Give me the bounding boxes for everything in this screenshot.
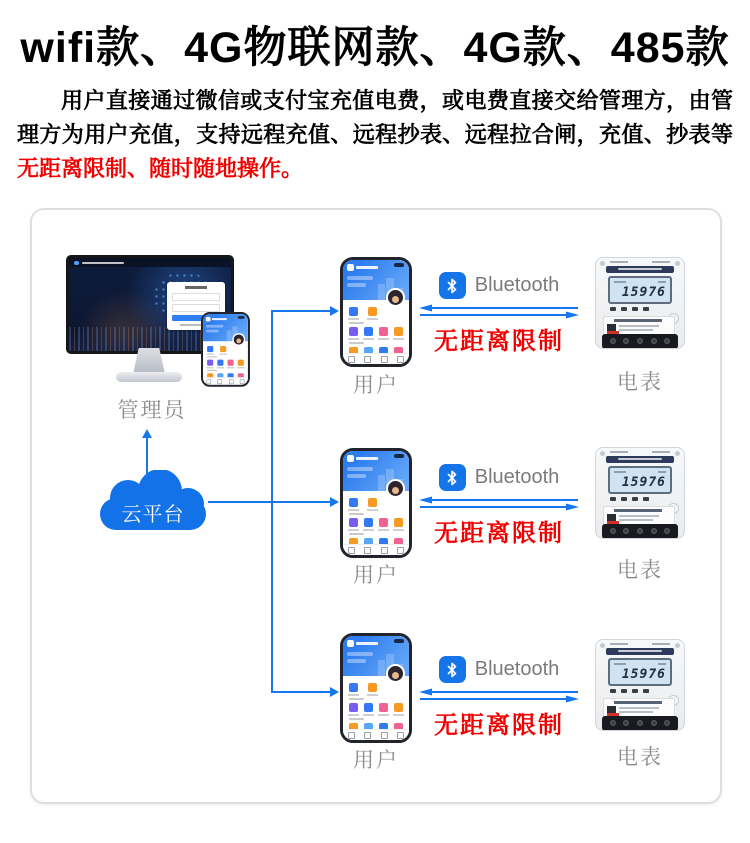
- intro-highlight: 无距离限制、随时随地操作。: [17, 156, 304, 181]
- bluetooth-label: Bluetooth: [474, 466, 560, 488]
- cloud-label: 云平台: [121, 504, 185, 526]
- user-avatar-icon: [347, 640, 354, 647]
- intro-text: 用户直接通过微信或支付宝充值电费，或电费直接交给管理方，由管理方为用户充值，支持远程充值、远程抄表、远程拉合闸，充值、抄表等: [17, 88, 733, 147]
- login-username-field: [172, 293, 220, 301]
- bluetooth-label: Bluetooth: [474, 274, 560, 296]
- user-phone: [340, 257, 412, 367]
- camera-cutout: [238, 316, 245, 319]
- bluetooth-icon: [439, 464, 466, 491]
- app-icon-grid: [343, 518, 409, 527]
- meter-label: 电表: [617, 746, 663, 769]
- cloud-platform: [94, 470, 212, 536]
- app-icon: [349, 683, 358, 692]
- dashboard-titlebar: [69, 258, 231, 267]
- bluetooth-link: [418, 272, 580, 356]
- app-icon: [368, 683, 377, 692]
- meter-buttons: [610, 689, 649, 693]
- no-distance-limit-label: 无距离限制: [434, 520, 564, 547]
- admin-label: 管理员: [117, 399, 187, 422]
- meter-reading: 15976: [621, 475, 666, 490]
- tab-bar: [343, 544, 409, 555]
- terminal-block: [602, 334, 678, 348]
- bluetooth-icon: [439, 272, 466, 299]
- no-distance-limit-label: 无距离限制: [434, 328, 564, 355]
- screw-icon: [600, 451, 605, 456]
- meter-label: 电表: [617, 559, 663, 582]
- app-icon-grid: [343, 703, 409, 712]
- avatar: [386, 664, 405, 683]
- connector-line: [271, 691, 331, 693]
- screw-icon: [675, 643, 680, 648]
- connector-line: [146, 437, 148, 477]
- arrow-right-icon: [330, 687, 339, 697]
- camera-cutout: [394, 454, 404, 458]
- connector-line: [208, 501, 330, 503]
- user-phone: [340, 633, 412, 743]
- meter-nameplate: [606, 266, 674, 273]
- arrow-right-icon: [330, 306, 339, 316]
- no-distance-limit-label: 无距离限制: [434, 712, 564, 739]
- app-icon: [349, 307, 358, 316]
- app-header: [343, 451, 409, 491]
- login-title-bar: [185, 286, 207, 289]
- meter-nameplate: [606, 456, 674, 463]
- admin-phone: [201, 312, 251, 388]
- bluetooth-label: Bluetooth: [474, 658, 560, 680]
- avatar: [386, 479, 405, 498]
- user-label: 用户: [353, 374, 399, 397]
- user-avatar-icon: [347, 455, 354, 462]
- camera-cutout: [394, 263, 404, 267]
- double-arrow-icon: [418, 304, 580, 320]
- user-avatar-icon: [347, 264, 354, 271]
- screw-icon: [675, 451, 680, 456]
- electric-meter: [595, 257, 685, 349]
- avatar: [386, 288, 405, 307]
- meter-info-label: [603, 316, 675, 336]
- monitor-stand-base: [116, 372, 182, 382]
- app-icon: [220, 346, 226, 352]
- terminal-block: [602, 716, 678, 730]
- connector-line: [271, 310, 331, 312]
- user-label: 用户: [353, 564, 399, 587]
- camera-cutout: [394, 639, 404, 643]
- tab-bar: [343, 729, 409, 740]
- meter-nameplate: [606, 648, 674, 655]
- meter-lcd: [608, 466, 672, 494]
- app-icon-grid: [203, 360, 248, 366]
- meter-lcd: [608, 658, 672, 686]
- app-icon-grid: [343, 327, 409, 336]
- app-icon: [368, 498, 377, 507]
- intro-paragraph: [17, 84, 733, 186]
- double-arrow-icon: [418, 496, 580, 512]
- cloud-logo-icon: [74, 261, 79, 265]
- meter-buttons: [610, 307, 649, 311]
- bluetooth-link: [418, 464, 580, 548]
- page-title: wifi款、4G物联网款、4G款、485款: [20, 24, 730, 72]
- terminal-block: [602, 524, 678, 538]
- screw-icon: [675, 261, 680, 266]
- dashboard-title-text: [82, 262, 124, 264]
- app-header: [343, 636, 409, 676]
- meter-info-label: [603, 698, 675, 718]
- tab-bar: [203, 377, 248, 384]
- bluetooth-link: [418, 656, 580, 740]
- app-header: [343, 260, 409, 300]
- arrow-right-icon: [330, 497, 339, 507]
- meter-buttons: [610, 497, 649, 501]
- app-header: [203, 314, 248, 341]
- app-icon: [207, 346, 213, 352]
- user-avatar-icon: [206, 317, 211, 322]
- screw-icon: [600, 643, 605, 648]
- meter-label: 电表: [617, 371, 663, 394]
- login-password-field: [172, 304, 220, 312]
- avatar: [232, 333, 245, 346]
- meter-info-label: [603, 506, 675, 526]
- electric-meter: [595, 639, 685, 731]
- user-phone: [340, 448, 412, 558]
- electric-meter: [595, 447, 685, 539]
- screw-icon: [600, 261, 605, 266]
- arrow-up-icon: [142, 429, 152, 438]
- app-icon: [368, 307, 377, 316]
- user-label: 用户: [353, 749, 399, 772]
- meter-lcd: [608, 276, 672, 304]
- double-arrow-icon: [418, 688, 580, 704]
- bluetooth-icon: [439, 656, 466, 683]
- app-icon: [349, 498, 358, 507]
- tab-bar: [343, 353, 409, 364]
- meter-reading: 15976: [621, 667, 666, 682]
- meter-reading: 15976: [621, 285, 666, 300]
